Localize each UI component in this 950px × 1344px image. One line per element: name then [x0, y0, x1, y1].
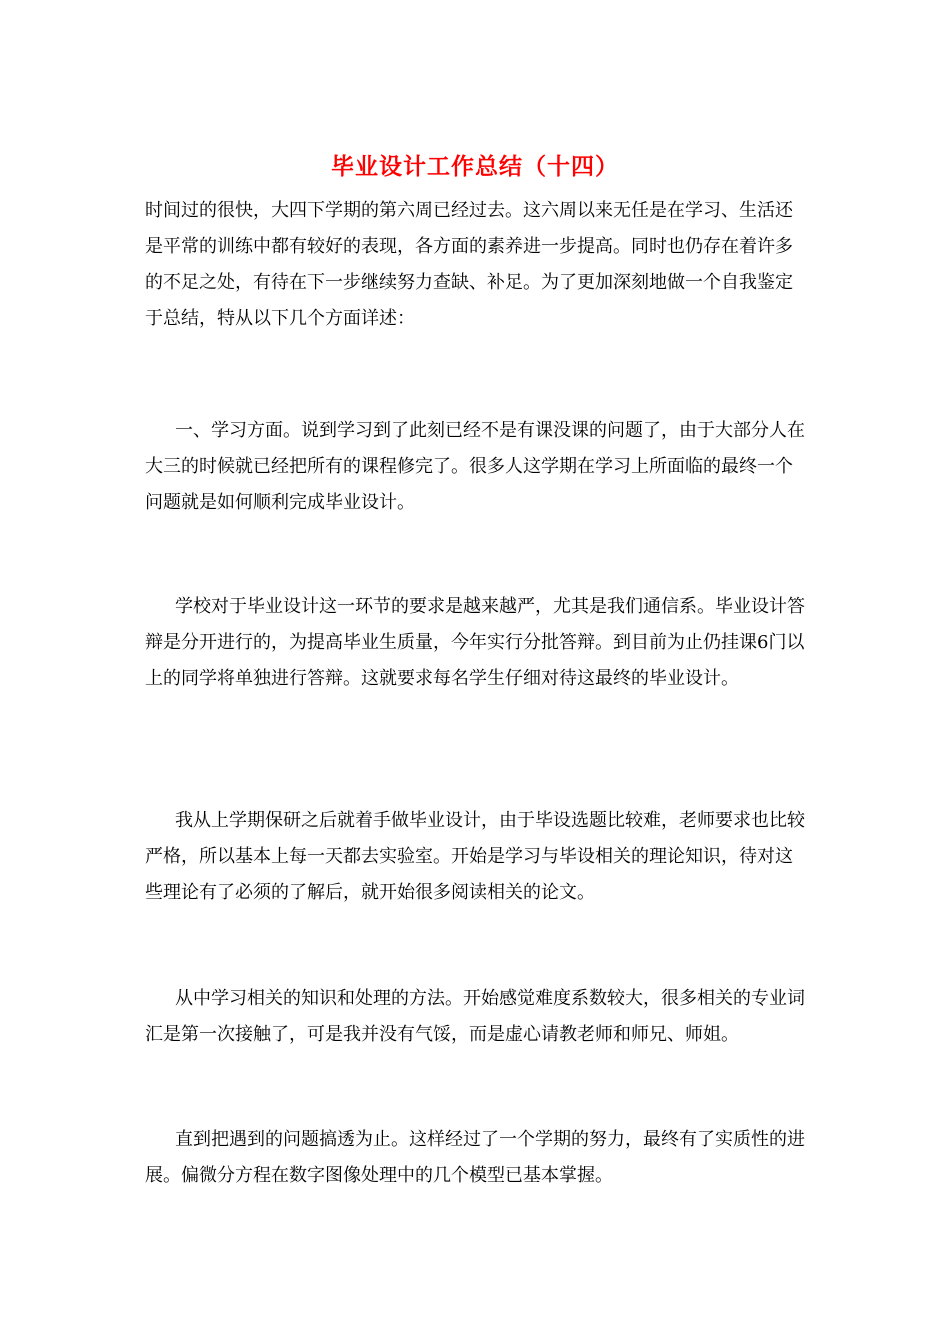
paragraph-results: 直到把遇到的问题搞透为止。这样经过了一个学期的努力，最终有了实质性的进展。偏微分方程在数字图像处理中的几个模型已基本掌握。	[145, 1129, 805, 1186]
document-title: 毕业设计工作总结（十四）	[331, 153, 619, 180]
paragraph-personal-progress: 我从上学期保研之后就着手做毕业设计，由于毕设选题比较难，老师要求也比较严格，所以基本上每一天都去实验室。开始是学习与毕设相关的理论知识，待对这些理论有了必须的了解后，就开始很多阅读相关的论文。	[145, 810, 805, 903]
paragraph-study-aspect: 一、学习方面。说到学习到了此刻已经不是有课没课的问题了，由于大部分人在大三的时候就已经把所有的课程修完了。很多人这学期在学习上所面临的最终一个问题就是如何顺利完成毕业设计。	[145, 420, 805, 513]
paragraph-school-requirements: 学校对于毕业设计这一环节的要求是越来越严，尤其是我们通信系。毕业设计答辩是分开进行的，为提高毕业生质量，今年实行分批答辩。到目前为止仍挂课6门以上的同学将单独进行答辩。这就要求每名学生仔细对待这最终的毕业设计。	[145, 596, 805, 689]
paragraph-learning-methods: 从中学习相关的知识和处理的方法。开始感觉难度系数较大，很多相关的专业词汇是第一次接触了，可是我并没有气馁，而是虚心请教老师和师兄、师姐。	[145, 988, 805, 1045]
paragraph-intro: 时间过的很快，大四下学期的第六周已经过去。这六周以来无任是在学习、生活还是平常的训练中都有较好的表现，各方面的素养进一步提高。同时也仍存在着许多的不足之处，有待在下一步继续努力查缺、补足。为了更加深刻地做一个自我鉴定于总结，特从以下几个方面详述：	[145, 200, 793, 329]
